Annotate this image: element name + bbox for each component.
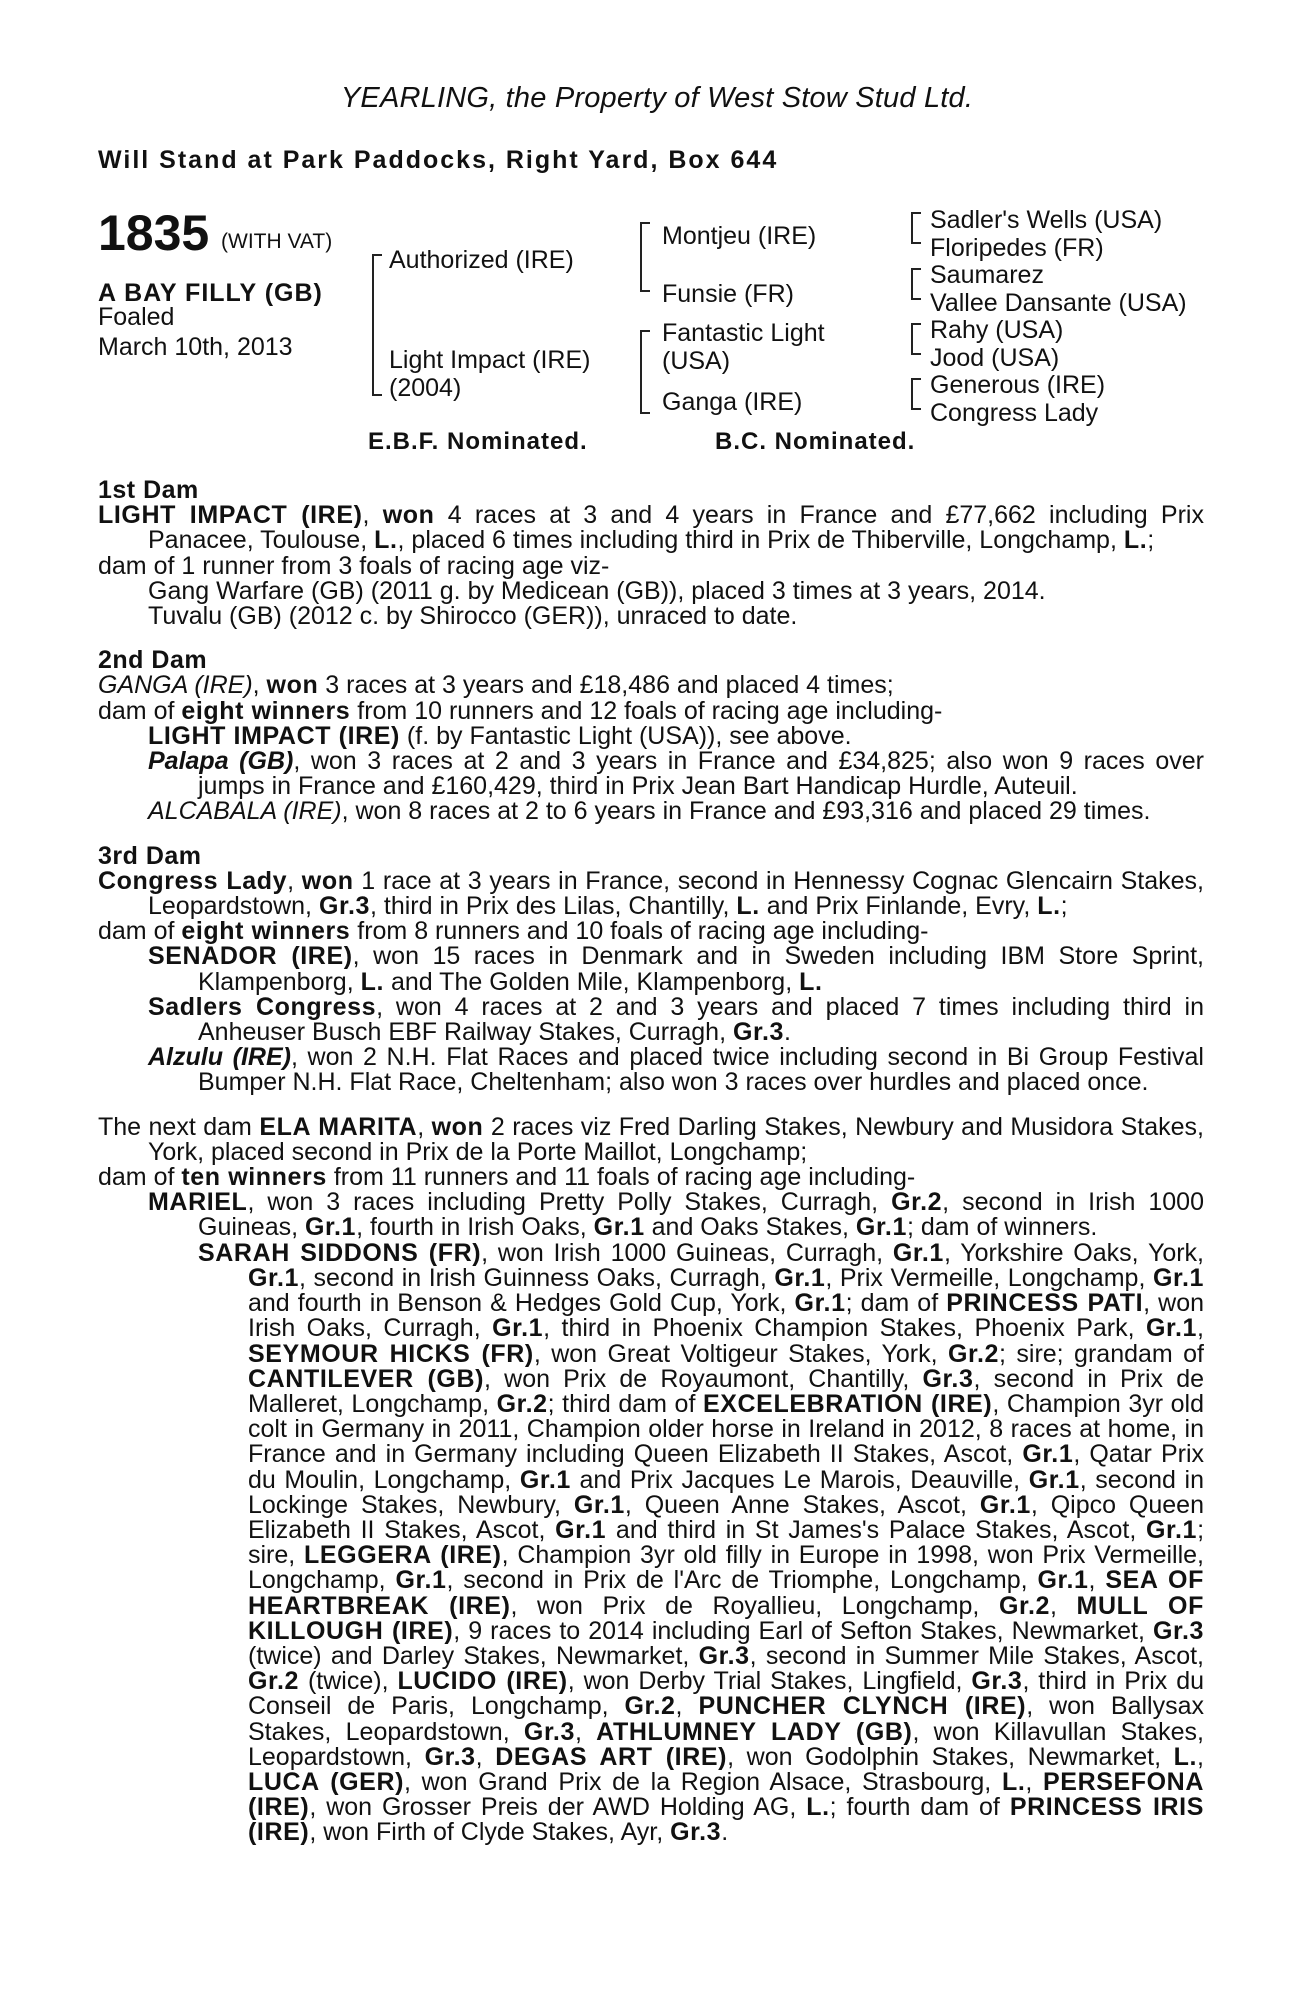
text-run: , won 3 races at 2 and 3 years in France and £34,825; also won 9 races over jumps in France and £160,429, third in Prix Jean Bart Handicap Hurdle, Auteuil. — [198, 747, 1205, 801]
text-run: Gr.1 — [1146, 1314, 1198, 1343]
text-run: , — [1088, 1566, 1106, 1595]
text-run: Gr.2 — [947, 1339, 1000, 1368]
foaled-info — [98, 302, 293, 362]
lot-number: 1835 — [98, 205, 210, 261]
text-run: CANTILEVER (GB) — [248, 1364, 485, 1393]
text-run: Gr.1 — [1028, 1465, 1080, 1494]
pedigree-paragraph — [98, 749, 1204, 799]
pedigree-paragraph — [98, 576, 1204, 605]
horse-description: A BAY FILLY (GB) — [98, 279, 323, 307]
text-run: Congress Lady — [98, 866, 288, 895]
bc-nominated: B.C. Nominated. — [715, 428, 916, 455]
text-run: Gr.1 — [593, 1213, 645, 1242]
text-run: , Champion 3yr old colt in Germany in 2011, Champion older horse in Ireland in 2012, 8 races at home, in France and in Germany including Queen Elizabeth II Stakes, Ascot, — [248, 1389, 1204, 1469]
text-run: , Prix Vermeille, Longchamp, — [825, 1263, 1153, 1292]
text-run: Gang Warfare (GB) (2011 g. by Medicean (GB)), placed 3 times at 3 years, 2014. — [148, 576, 1046, 605]
ancestor: Rahy (USA) — [930, 316, 1064, 344]
text-run: Palapa (GB) — [148, 747, 294, 776]
text-run: Gr.1 — [248, 1263, 300, 1292]
dam: Light Impact (IRE) (2004) — [389, 346, 591, 402]
text-run: Gr.3 — [523, 1717, 575, 1746]
text-run: , — [1197, 1742, 1204, 1771]
text-run: SEA OF HEARTBREAK (IRE) — [248, 1566, 1204, 1620]
pedigree-paragraph — [98, 721, 1204, 750]
text-run: Gr.2 — [496, 1389, 548, 1418]
text-run: ; — [1060, 892, 1068, 921]
text-run: dam of — [98, 917, 182, 946]
section-heading: 2nd Dam — [98, 646, 208, 675]
location-line: Will Stand at Park Paddocks, Right Yard, Box 644 — [98, 146, 779, 174]
foaled-date: March 10th, 2013 — [98, 333, 293, 361]
text-run: Gr.3 — [1152, 1616, 1204, 1645]
text-run: eight winners — [181, 917, 351, 946]
ancestor: Congress Lady — [930, 398, 1099, 427]
text-run: EXCELEBRATION (IRE) — [702, 1389, 993, 1418]
text-run: , won Irish 1000 Guineas, Curragh, — [481, 1238, 893, 1267]
text-run: ; sire; grandam of — [999, 1339, 1205, 1368]
text-run: L. — [1123, 526, 1148, 555]
ancestor: Saumarez — [930, 261, 1044, 289]
text-run: Gr.1 — [1146, 1515, 1198, 1544]
pedigree-paragraph — [98, 696, 1204, 725]
text-run: , second in Summer Mile Stakes, Ascot, — [749, 1641, 1204, 1670]
text-run: , — [1197, 1314, 1204, 1343]
text-run: Gr.2 — [891, 1188, 943, 1217]
text-run: won — [431, 1112, 484, 1141]
text-run: , won Ballysax Stakes, Leopardstown, — [248, 1692, 1204, 1746]
text-run: 1 race at 3 years in France, second in Hennessy Cognac Glencairn Stakes, Leopardstown, — [148, 866, 1204, 921]
pedigree-paragraph — [98, 919, 1204, 944]
text-run: , third in Phoenix Champion Stakes, Phoenix Park, — [543, 1314, 1146, 1343]
text-run: Gr.1 — [1022, 1440, 1074, 1469]
sire-sire: Montjeu (IRE) — [662, 222, 817, 250]
pedigree-paragraph — [98, 1165, 1204, 1190]
text-run: , — [287, 866, 302, 895]
pedigree-paragraph — [98, 1190, 1204, 1240]
text-run: , Qipco Queen Elizabeth II Stakes, Ascot, — [248, 1490, 1204, 1544]
text-run: , Queen Anne Stakes, Ascot, — [624, 1490, 980, 1519]
dam-line-text — [98, 478, 1204, 1865]
text-run: , placed 6 times including third in Prix de Thiberville, Longchamp, — [397, 526, 1124, 555]
text-run: , won 8 races at 2 to 6 years in France and £93,316 and placed 29 times. — [341, 797, 1151, 826]
text-run: Gr.1 — [774, 1263, 826, 1292]
text-run: , won 4 races at 2 and 3 years and placed 7 times including third in Anheuser Busch EBF Railway Stakes, Curragh, — [198, 992, 1204, 1047]
sire-dam: Funsie (FR) — [662, 280, 794, 308]
text-run: eight winners — [181, 696, 351, 725]
sire: Authorized (IRE) — [389, 246, 574, 274]
text-run: ELA MARITA — [259, 1112, 418, 1141]
text-run: MULL OF KILLOUGH (IRE) — [248, 1591, 1204, 1645]
text-run: , second in Irish Guinness Oaks, Curragh, — [299, 1263, 775, 1292]
dam-section — [98, 841, 1204, 1097]
pedigree-paragraph — [98, 1045, 1204, 1095]
dam-sire: Fantastic Light (USA) — [662, 319, 825, 375]
brace-gen3-3 — [911, 323, 921, 355]
text-run: L. — [799, 967, 823, 996]
pedigree-paragraph — [98, 604, 1204, 629]
ancestor: Floripedes (FR) — [930, 233, 1104, 262]
text-run: (f. by Fantastic Light (USA)), see above. — [399, 721, 852, 750]
text-run: won — [266, 671, 319, 700]
text-run: Gr.1 — [892, 1238, 944, 1267]
text-run: from 10 runners and 12 foals of racing age including- — [350, 696, 943, 725]
text-run: , — [675, 1692, 699, 1721]
text-run: , — [475, 1742, 496, 1771]
text-run: (twice), — [299, 1667, 398, 1696]
text-run: , Champion 3yr old filly in Europe in 1998, won Prix Vermeille, Longchamp, — [248, 1541, 1204, 1595]
pedigree-paragraph — [98, 799, 1204, 824]
text-run: Gr.1 — [395, 1566, 447, 1595]
text-run: MARIEL — [148, 1188, 248, 1217]
brace-gen1 — [372, 254, 382, 396]
text-run: , third in Prix du Conseil de Paris, Longchamp, — [248, 1667, 1204, 1721]
text-run: PRINCESS IRIS (IRE) — [248, 1793, 1204, 1847]
text-run: and Oaks Stakes, — [644, 1213, 856, 1242]
text-run: The next dam — [98, 1112, 260, 1141]
text-run: PRINCESS PATI — [946, 1289, 1144, 1318]
text-run: and third in St James's Palace Stakes, Ascot, — [606, 1515, 1147, 1544]
text-run: ; — [1147, 526, 1155, 555]
text-run: Gr.3 — [698, 1641, 750, 1670]
text-run: , won Prix de Royaumont, Chantilly, — [484, 1364, 923, 1393]
text-run: L. — [360, 967, 385, 996]
text-run: , won Great Voltigeur Stakes, York, — [533, 1339, 948, 1368]
ancestor: Jood (USA) — [930, 343, 1060, 372]
text-run: ; sire, — [248, 1515, 1205, 1570]
text-run: , won 2 N.H. Flat Races and placed twice including second in Bi Group Festival Bumper N.H. Flat Race, Cheltenham; also won 3 races over hurdles and placed once. — [198, 1043, 1204, 1097]
text-run: , won Killavullan Stakes, Leopardstown, — [248, 1717, 1204, 1771]
text-run: , won Irish Oaks, Curragh, — [248, 1289, 1204, 1343]
text-run: Gr.3 — [732, 1018, 785, 1047]
text-run: 3 races at 3 years and £18,486 and placed 4 times; — [318, 671, 894, 700]
text-run: , second in Irish 1000 Guineas, — [198, 1188, 1204, 1242]
text-run: Gr.1 — [555, 1515, 607, 1544]
ancestor: Generous (IRE) — [930, 371, 1106, 399]
text-run: , second in Prix de l'Arc de Triomphe, Longchamp, — [446, 1566, 1038, 1595]
text-run: , — [252, 671, 267, 700]
section-heading: 3rd Dam — [98, 841, 202, 870]
text-run: SENADOR (IRE) — [148, 942, 353, 971]
text-run: , 9 races to 2014 including Earl of Sefton Stakes, Newmarket, — [453, 1616, 1153, 1645]
text-run: L. — [1037, 892, 1061, 921]
pedigree-paragraph — [98, 673, 1204, 698]
text-run: LIGHT IMPACT (IRE) — [98, 501, 363, 530]
text-run: LIGHT IMPACT (IRE) — [148, 721, 400, 750]
text-run: , — [1025, 1767, 1044, 1796]
section-heading: 1st Dam — [98, 476, 199, 504]
page-title: YEARLING, the Property of West Stow Stud Ltd. — [340, 82, 974, 114]
text-run: from 11 runners and 11 foals of racing age including- — [326, 1163, 916, 1192]
dam-section — [98, 478, 1204, 629]
text-run: Sadlers Congress — [148, 992, 377, 1021]
text-run: Gr.1 — [979, 1490, 1031, 1519]
text-run: won — [382, 501, 435, 530]
text-run: L. — [806, 1793, 830, 1822]
pedigree-paragraph — [98, 992, 1204, 1047]
text-run: Gr.1 — [1152, 1263, 1204, 1292]
text-run: , — [574, 1717, 597, 1746]
text-run: L. — [1173, 1742, 1198, 1771]
text-run: Gr.1 — [305, 1213, 357, 1242]
text-run: Gr.1 — [492, 1314, 544, 1343]
text-run: Gr.1 — [794, 1289, 846, 1318]
brace-gen3-2 — [911, 268, 921, 300]
ancestor: Vallee Dansante (USA) — [930, 288, 1187, 317]
dam-dam: Ganga (IRE) — [662, 388, 803, 416]
text-run: 2 races viz Fred Darling Stakes, Newbury and Musidora Stakes, York, placed second in Prix de la Porte Maillot, Longchamp; — [148, 1112, 1204, 1166]
pedigree-paragraph — [98, 944, 1204, 994]
text-run: SEYMOUR HICKS (FR) — [248, 1339, 534, 1368]
text-run: won — [301, 866, 354, 895]
text-run: Gr.3 — [318, 892, 370, 921]
dam-section — [98, 1112, 1205, 1847]
text-run: ALCABALA (IRE) — [148, 797, 342, 826]
text-run: and The Golden Mile, Klampenborg, — [384, 967, 800, 996]
text-run: , third in Prix des Lilas, Chantilly, — [370, 892, 737, 921]
brace-dam — [640, 330, 650, 414]
text-run: Gr.1 — [1037, 1566, 1089, 1595]
text-run: , second in Lockinge Stakes, Newbury, — [248, 1465, 1204, 1519]
text-run: Gr.3 — [424, 1742, 476, 1771]
text-run: dam of — [98, 696, 182, 725]
text-run: , fourth in Irish Oaks, — [356, 1213, 594, 1242]
text-run: Alzulu (IRE) — [148, 1043, 291, 1072]
text-run: , second in Prix de Malleret, Longchamp, — [248, 1364, 1205, 1418]
text-run: ten winners — [181, 1163, 327, 1192]
third-generation — [930, 207, 1187, 427]
dam-section — [98, 648, 1204, 824]
text-run: , Qatar Prix du Moulin, Longchamp, — [248, 1440, 1204, 1494]
foaled-label: Foaled — [98, 303, 175, 331]
text-run: Gr.1 — [855, 1213, 907, 1242]
pedigree-paragraph — [98, 551, 1204, 580]
text-run: ; third dam of — [547, 1389, 703, 1418]
text-run: , Yorkshire Oaks, York, — [943, 1238, 1204, 1267]
text-run: , won Firth of Clyde Stakes, Ayr, — [309, 1818, 671, 1847]
text-run: , won 15 races in Denmark and in Sweden including IBM Store Sprint, Klampenborg, — [198, 942, 1204, 996]
text-run: LUCA (GER) — [248, 1767, 405, 1796]
text-run: GANGA (IRE) — [98, 671, 253, 700]
text-run: DEGAS ART (IRE) — [495, 1742, 728, 1771]
text-run: Gr.1 — [519, 1465, 571, 1494]
text-run: Gr.2 — [624, 1692, 676, 1721]
text-run: and fourth in Benson & Hedges Gold Cup, York, — [248, 1289, 795, 1318]
text-run: , — [362, 501, 383, 530]
text-run: , — [1050, 1591, 1077, 1620]
brace-gen3-1 — [911, 212, 921, 244]
text-run: ATHLUMNEY LADY (GB) — [596, 1717, 913, 1746]
text-run: Gr.3 — [922, 1364, 974, 1393]
text-run: , won 3 races including Pretty Polly Stakes, Curragh, — [247, 1188, 892, 1217]
vat-note: (WITH VAT) — [221, 230, 333, 253]
text-run: Gr.3 — [670, 1818, 722, 1847]
text-run: L. — [374, 526, 398, 555]
text-run: PERSEFONA (IRE) — [248, 1767, 1204, 1822]
text-run: PUNCHER CLYNCH (IRE) — [698, 1692, 1027, 1721]
text-run: , won Prix de Royallieu, Longchamp, — [510, 1591, 999, 1620]
pedigree-paragraph — [98, 1238, 1205, 1847]
text-run: SARAH SIDDONS (FR) — [198, 1238, 482, 1267]
text-run: , won Grand Prix de la Region Alsace, Strasbourg, — [404, 1767, 1002, 1796]
ebf-nominated: E.B.F. Nominated. — [368, 428, 588, 455]
text-run: from 8 runners and 10 foals of racing age including- — [350, 917, 929, 946]
text-run: dam of 1 runner from 3 foals of racing age viz- — [98, 551, 610, 580]
text-run: L. — [1001, 1767, 1026, 1796]
text-run: Gr.2 — [248, 1667, 300, 1696]
text-run: . — [721, 1818, 729, 1847]
text-run: Gr.2 — [998, 1591, 1050, 1620]
brace-sire — [640, 222, 650, 292]
text-run: dam of — [98, 1163, 182, 1192]
text-run: 4 races at 3 and 4 years in France and £77,662 including Prix Panacee, Toulouse, — [148, 501, 1204, 555]
text-run: , won Godolphin Stakes, Newmarket, — [727, 1742, 1174, 1771]
text-run: , won Grosser Preis der AWD Holding AG, — [309, 1793, 807, 1822]
text-run: ; dam of winners. — [906, 1213, 1098, 1242]
pedigree-paragraph — [98, 503, 1204, 553]
text-run: ; dam of — [845, 1289, 947, 1318]
text-run: ; fourth dam of — [829, 1793, 1010, 1822]
text-run: , — [417, 1112, 432, 1141]
pedigree-paragraph — [98, 1112, 1204, 1166]
text-run: , won Derby Trial Stakes, Lingfield, — [567, 1667, 972, 1696]
text-run: LUCIDO (IRE) — [397, 1667, 568, 1696]
text-run: Tuvalu (GB) (2012 c. by Shirocco (GER)), unraced to date. — [148, 602, 798, 631]
pedigree-paragraph — [98, 866, 1204, 921]
text-run: (twice) and Darley Stakes, Newmarket, — [248, 1641, 699, 1670]
text-run: L. — [736, 892, 760, 921]
text-run: Gr.1 — [573, 1490, 625, 1519]
ancestor: Sadler's Wells (USA) — [930, 206, 1163, 234]
text-run: and Prix Jacques Le Marois, Deauville, — [570, 1465, 1029, 1494]
text-run: . — [784, 1018, 791, 1047]
text-run: and Prix Finlande, Evry, — [759, 892, 1038, 921]
brace-gen3-4 — [911, 378, 921, 410]
text-run: LEGGERA (IRE) — [304, 1541, 502, 1570]
text-run: Gr.3 — [971, 1667, 1023, 1696]
